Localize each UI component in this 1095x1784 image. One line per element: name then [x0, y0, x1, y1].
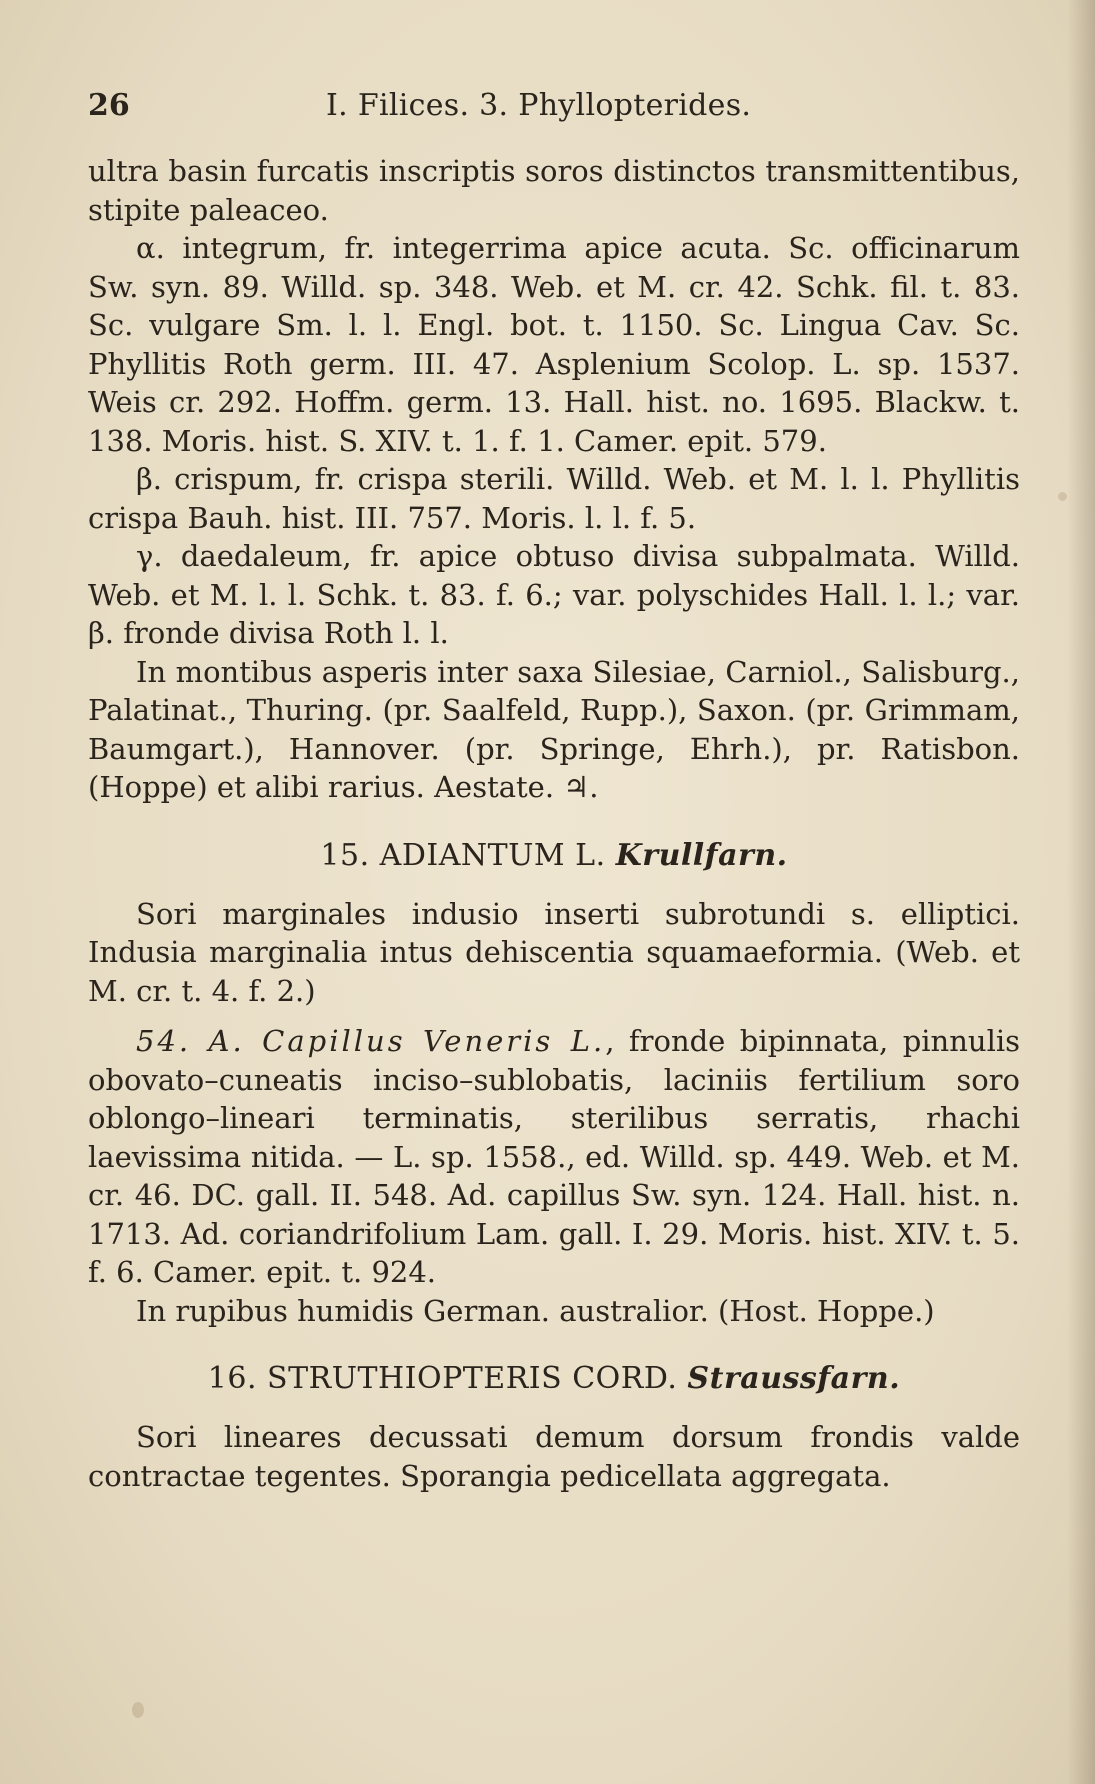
variety-gamma: γ. daedaleum, fr. apice obtuso divisa subpalmata. Willd. Web. et M. l. l. Schk. t. 83. f. 6.; var. polyschides Hall. l. l.; var. β. fronde divisa Roth l. l.	[88, 539, 1020, 650]
habitat-paragraph: In montibus asperis inter saxa Silesiae, Carniol., Salisburg., Palatinat., Thuring. (pr. Saalfeld, Rupp.), Saxon. (pr. Grimmam, Baumgart.), Hannover. (pr. Springe, Ehrh.), pr. Ratisbon. (Hoppe) et alibi rarius. Aestate. ♃.	[88, 654, 1020, 804]
variety-alpha: α. integrum, fr. integerrima apice acuta. Sc. officinarum Sw. syn. 89. Willd. sp. 348. Web. et M. cr. 42. Schk. fil. t. 83. Sc. vulgare Sm. l. l. Engl. bot. t. 1150. Sc. Lingua Cav. Sc. Phyllitis Roth germ. III. 47. Asplenium Scolop. L. sp. 1537. Weis cr. 292. Hoffm. germ. 13. Hall. hist. no. 1695. Blackw. t. 138. Moris. hist. S. XIV. t. 1. f. 1. Camer. epit. 579.	[88, 231, 1020, 458]
variety-beta: β. crispum, fr. crispa sterili. Willd. Web. et M. l. l. Phyllitis crispa Bauh. hist. III. 757. Moris. l. l. f. 5.	[88, 462, 1020, 535]
genus-title: 15. ADIANTUM L.	[320, 837, 606, 873]
genus-description: Sori marginales indusio inserti subrotundi s. elliptici. Indusia marginalia intus dehiscentia squamaeformia. (Web. et M. cr. t. 4. f. 2.)	[88, 896, 1020, 1008]
species-habitat: In rupibus humidis German. australior. (Host. Hoppe.)	[136, 1293, 935, 1328]
species-heading: 54. A. Capillus Veneris L.	[136, 1024, 606, 1058]
foxing-spot	[1058, 492, 1067, 501]
paragraph-continuation: ultra basin furcatis inscriptis soros distinctos transmittentibus, stipite paleaceo.	[88, 154, 1020, 227]
genus-vernacular: Krullfarn.	[615, 837, 788, 873]
running-header	[88, 88, 1020, 146]
page-spine-shadow	[1067, 0, 1095, 1784]
genus-heading-adiantum	[88, 837, 1020, 875]
genus-description: Sori lineares decussati demum dorsum frondis valde contractae tegentes. Sporangia pedicellata aggregata.	[88, 1420, 1020, 1493]
genus-title: 16. STRUTHIOPTERIS CORD.	[207, 1361, 678, 1396]
page-number: 26	[88, 88, 130, 123]
species-entry	[88, 1022, 1020, 1292]
running-title: I. Filices. 3. Phyllopterides.	[326, 88, 752, 123]
species-description: , fronde bipinnata, pinnulis obovato–cuneatis inciso–sublobatis, laciniis fertilium soro oblongo–lineari terminatis, sterilibus serratis, rhachi laevissima nitida. — L. sp. 1558., ed. Willd. sp. 449. Web. et M. cr. 46. DC. gall. II. 548. Ad. capillus Sw. syn. 124. Hall. hist. n. 1713. Ad. coriandrifolium Lam. gall. I. 29. Moris. hist. XIV. t. 5. f. 6. Camer. epit. t. 924.	[88, 1024, 1021, 1289]
genus-heading-struthiopteris	[88, 1360, 1020, 1398]
genus-vernacular: Straussfarn.	[687, 1361, 901, 1396]
page-text	[88, 88, 1020, 1495]
foxing-spot	[132, 1702, 144, 1718]
